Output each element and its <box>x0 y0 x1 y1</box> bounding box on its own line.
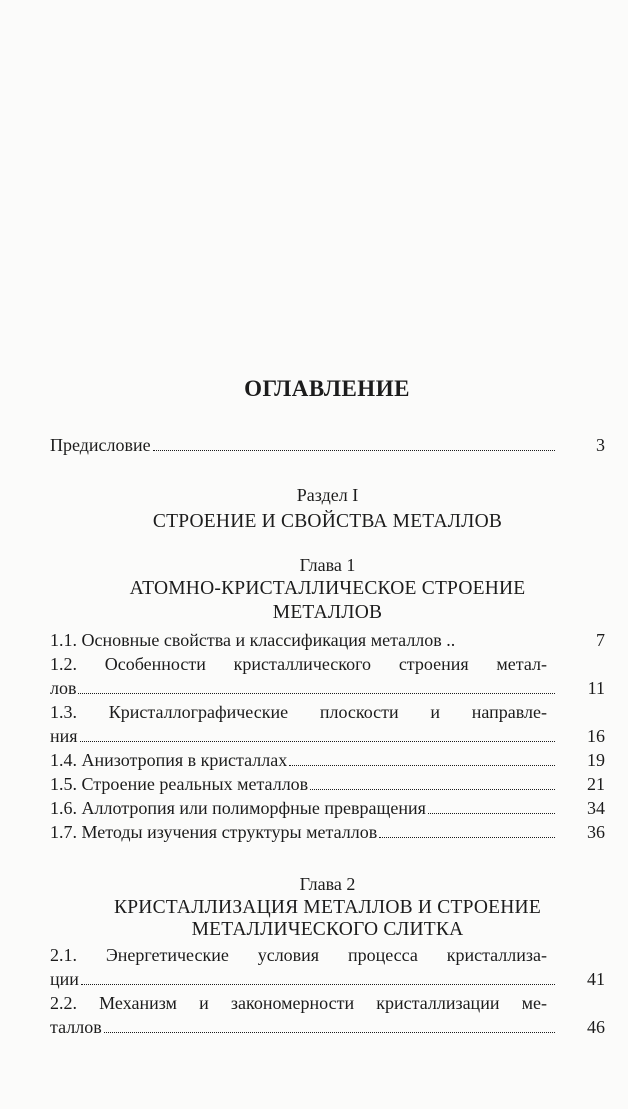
toc-page-number: 21 <box>587 774 605 794</box>
toc-entry-1-6[interactable] <box>50 796 605 820</box>
dot-leader <box>379 836 555 838</box>
dot-leader <box>457 645 555 646</box>
toc-entry-2-1-line1[interactable]: 2.1. Энергетические условия процесса кристаллиза- <box>50 945 547 965</box>
toc-entry-text: 1.6. Аллотропия или полиморфные превращения <box>50 798 426 818</box>
toc-page-number: 11 <box>587 678 605 698</box>
chapter-title-line1: КРИСТАЛЛИЗАЦИЯ МЕТАЛЛОВ И СТРОЕНИЕ <box>114 897 541 918</box>
toc-entry-1-1[interactable] <box>50 628 605 652</box>
toc-entry-text: 1.4. Анизотропия в кристаллах <box>50 750 288 770</box>
toc-entry-text: ции <box>50 969 79 989</box>
toc-entry-2-2-line1[interactable]: 2.2. Механизм и закономерности кристаллизации ме- <box>50 993 547 1013</box>
chapter-title-line2: МЕТАЛЛИЧЕСКОГО СЛИТКА <box>191 919 464 940</box>
toc-entry-1-2-line2[interactable] <box>50 676 605 700</box>
toc-entry-2-1-line2[interactable] <box>50 967 605 991</box>
toc-entry-text: ния <box>50 726 78 746</box>
toc-entry-text: лов <box>50 678 77 698</box>
toc-entry-text: 1.7. Методы изучения структуры металлов <box>50 822 378 842</box>
toc-page-number: 36 <box>587 822 605 842</box>
chapter-title-line2: МЕТАЛЛОВ <box>272 602 383 623</box>
dot-leader <box>80 740 555 742</box>
toc-page-number: 16 <box>587 726 605 746</box>
toc-entry-1-7[interactable] <box>50 820 605 844</box>
toc-entry-1-2-line1[interactable]: 1.2. Особенности кристаллического строения метал- <box>50 654 547 674</box>
dot-leader <box>104 1031 555 1033</box>
toc-page-number: 7 <box>596 630 605 650</box>
toc-page-number: 46 <box>587 1017 605 1037</box>
section-title: СТРОЕНИЕ И СВОЙСТВА МЕТАЛЛОВ <box>152 511 503 532</box>
dot-leader <box>289 764 555 766</box>
dot-leader <box>153 449 555 451</box>
chapter-title-line1: АТОМНО-КРИСТАЛЛИЧЕСКОЕ СТРОЕНИЕ <box>129 578 526 599</box>
toc-entry-text: Предисловие <box>50 435 151 455</box>
toc-entry-text: таллов <box>50 1017 102 1037</box>
toc-entry-text: 1.1. Основные свойства и классификация металлов .. <box>50 630 456 650</box>
toc-entry-1-5[interactable] <box>50 772 605 796</box>
toc-page-number: 3 <box>596 435 605 455</box>
toc-page-number: 41 <box>587 969 605 989</box>
toc-page-number: 19 <box>587 750 605 770</box>
toc-entry-1-4[interactable] <box>50 748 605 772</box>
section-label: Раздел I <box>296 485 359 505</box>
toc-entry-preface[interactable] <box>50 433 605 457</box>
toc-entry-1-3-line2[interactable] <box>50 724 605 748</box>
dot-leader <box>428 812 555 814</box>
toc-entry-1-3-line1[interactable]: 1.3. Кристаллографические плоскости и направле- <box>50 702 547 722</box>
toc-entry-text: 1.5. Строение реальных металлов <box>50 774 309 794</box>
dot-leader <box>310 788 555 790</box>
page-title: ОГЛАВЛЕНИЕ <box>244 376 410 401</box>
chapter-label: Глава 1 <box>299 555 356 575</box>
chapter-label: Глава 2 <box>299 874 356 894</box>
toc-page-number: 34 <box>587 798 605 818</box>
toc-entry-2-2-line2[interactable] <box>50 1015 605 1039</box>
dot-leader <box>81 983 555 985</box>
dot-leader <box>78 692 555 694</box>
